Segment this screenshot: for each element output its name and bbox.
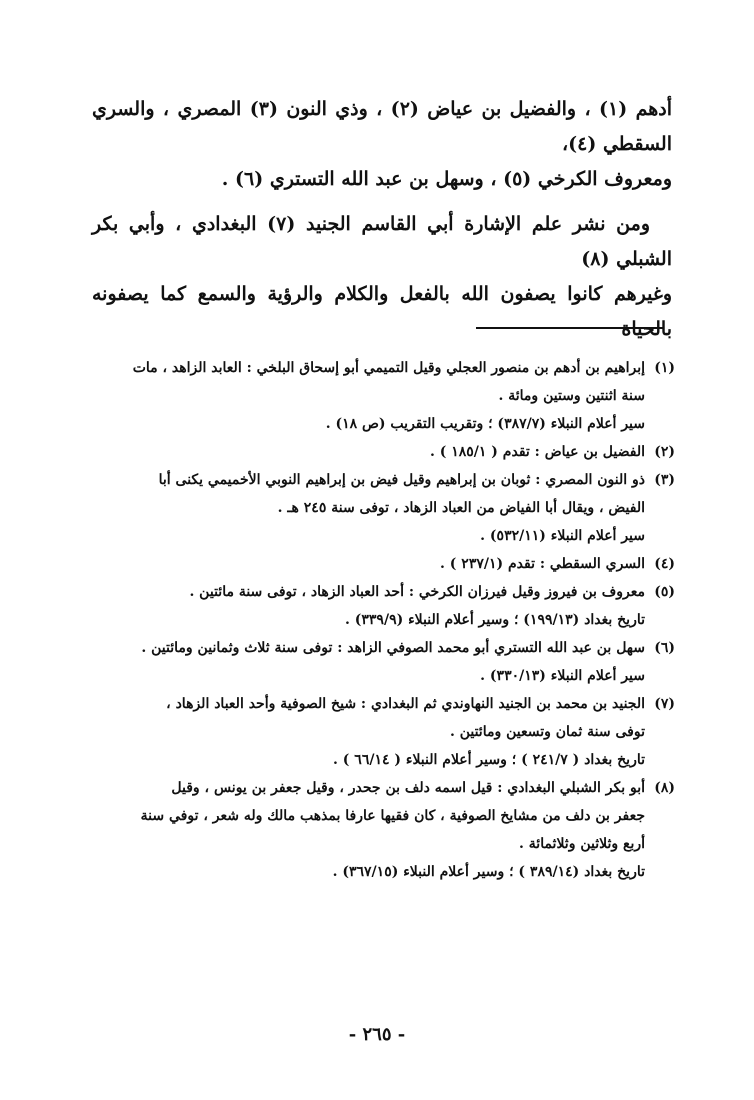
footnote-number: (٥) (654, 584, 675, 600)
footnote-text: تاريخ بغداد ( ٢٤١/٧ ) ؛ وسير أعلام النبلاء ( ٦٦/١٤ ) . (333, 752, 645, 768)
footnote-text: سهل بن عبد الله التستري أبو محمد الصوفي الزاهد : توفى سنة ثلاث وثمانين ومائتين . (141, 640, 645, 656)
footnote-number: (٢) (654, 444, 675, 460)
footnote-number: (٣) (654, 472, 675, 488)
footnote-line (95, 354, 675, 382)
footnote-text: تاريخ بغداد (١٩٩/١٣) ؛ وسير أعلام النبلاء (٣٣٩/٩) . (345, 612, 645, 628)
main-text (92, 92, 672, 347)
footnote-number: (٨) (654, 780, 675, 796)
paragraph-2-line-1: ومن نشر علم الإشارة أبي القاسم الجنيد (٧) البغدادي ، وأبي بكر الشبلي (٨) (92, 213, 672, 270)
footnote-line (95, 774, 675, 802)
footnote-line (95, 718, 675, 746)
footnote-text: تاريخ بغداد (٣٨٩/١٤ ) ؛ وسير أعلام النبلاء (٣٦٧/١٥) . (332, 864, 645, 880)
footnote-line (95, 466, 675, 494)
footnote-text: معروف بن فيروز وقيل فيرزان الكرخي : أحد العباد الزهاد ، توفى سنة مائتين . (189, 584, 645, 600)
paragraph-1-line-1: أدهم (١) ، والفضيل بن عياض (٢) ، وذي النون (٣) المصري ، والسري السقطي (٤)، (92, 98, 672, 155)
footnote-text: أربع وثلاثين وثلاثمائة . (519, 836, 645, 852)
footnotes (95, 354, 675, 886)
footnote-text: سير أعلام النبلاء (٥٣٢/١١) . (480, 528, 645, 544)
footnote-number: (٧) (654, 696, 675, 712)
footnote-line (95, 494, 675, 522)
footnote-text: سير أعلام النبلاء (٣٨٧/٧) ؛ وتقريب التقريب (ص ١٨) . (325, 416, 645, 432)
footnote-text: الجنيد بن محمد بن الجنيد النهاوندي ثم البغدادي : شيخ الصوفية وأحد العباد الزهاد ، (166, 696, 645, 712)
paragraph-1 (92, 92, 672, 197)
footnote-text: الفيض ، ويقال أبا الفياض من العباد الزهاد ، توفى سنة ٢٤٥ هـ . (277, 500, 645, 516)
footnote-text: توفى سنة ثمان وتسعين ومائتين . (449, 724, 645, 740)
footnote-separator (476, 327, 663, 329)
footnote-line (95, 690, 675, 718)
footnote-text: إبراهيم بن أدهم بن منصور العجلي وقيل التميمي أبو إسحاق البلخي : العابد الزاهد ، مات (132, 360, 645, 376)
footnote-line (95, 522, 675, 550)
footnote-line (95, 662, 675, 690)
footnote-line (95, 410, 675, 438)
footnote-text: سنة اثنتين وستين ومائة . (498, 388, 645, 404)
paragraph-2 (92, 207, 672, 347)
footnote-line (95, 438, 675, 466)
footnote-text: سير أعلام النبلاء (٣٣٠/١٣) . (480, 668, 645, 684)
footnote-line (95, 746, 675, 774)
footnote-line (95, 606, 675, 634)
paragraph-2-line-2: وغيرهم كانوا يصفون الله بالفعل والكلام والرؤية والسمع كما يصفونه بالحياة (92, 283, 672, 340)
paragraph-1-line-2: ومعروف الكرخي (٥) ، وسهل بن عبد الله التستري (٦) . (221, 168, 672, 190)
footnote-number: (٤) (654, 556, 675, 572)
footnote-text: جعفر بن دلف من مشايخ الصوفية ، كان فقيها عارفا بمذهب مالك وله شعر ، توفي سنة (140, 808, 645, 824)
footnote-text: السري السقطي : تقدم (٢٣٧/١ ) . (440, 556, 645, 572)
footnote-number: (٦) (654, 640, 675, 656)
footnote-text: ذو النون المصري : ثوبان بن إبراهيم وقيل فيض بن إبراهيم النوبي الأخميمي يكنى أبا (158, 472, 645, 488)
footnote-line (95, 382, 675, 410)
footnote-number: (١) (654, 360, 675, 376)
footnote-text: الفضيل بن عياض : تقدم ( ١٨٥/١ ) . (429, 444, 645, 460)
page-number: - ٢٦٥ - (348, 1024, 406, 1045)
footnote-line (95, 830, 675, 858)
footnote-line (95, 634, 675, 662)
footnote-line (95, 550, 675, 578)
footnote-line (95, 578, 675, 606)
footnote-text: أبو بكر الشبلي البغدادي : قيل اسمه دلف بن جحدر ، وقيل جعفر بن يونس ، وقيل (171, 780, 645, 796)
footnote-line (95, 802, 675, 830)
footnote-line (95, 858, 675, 886)
